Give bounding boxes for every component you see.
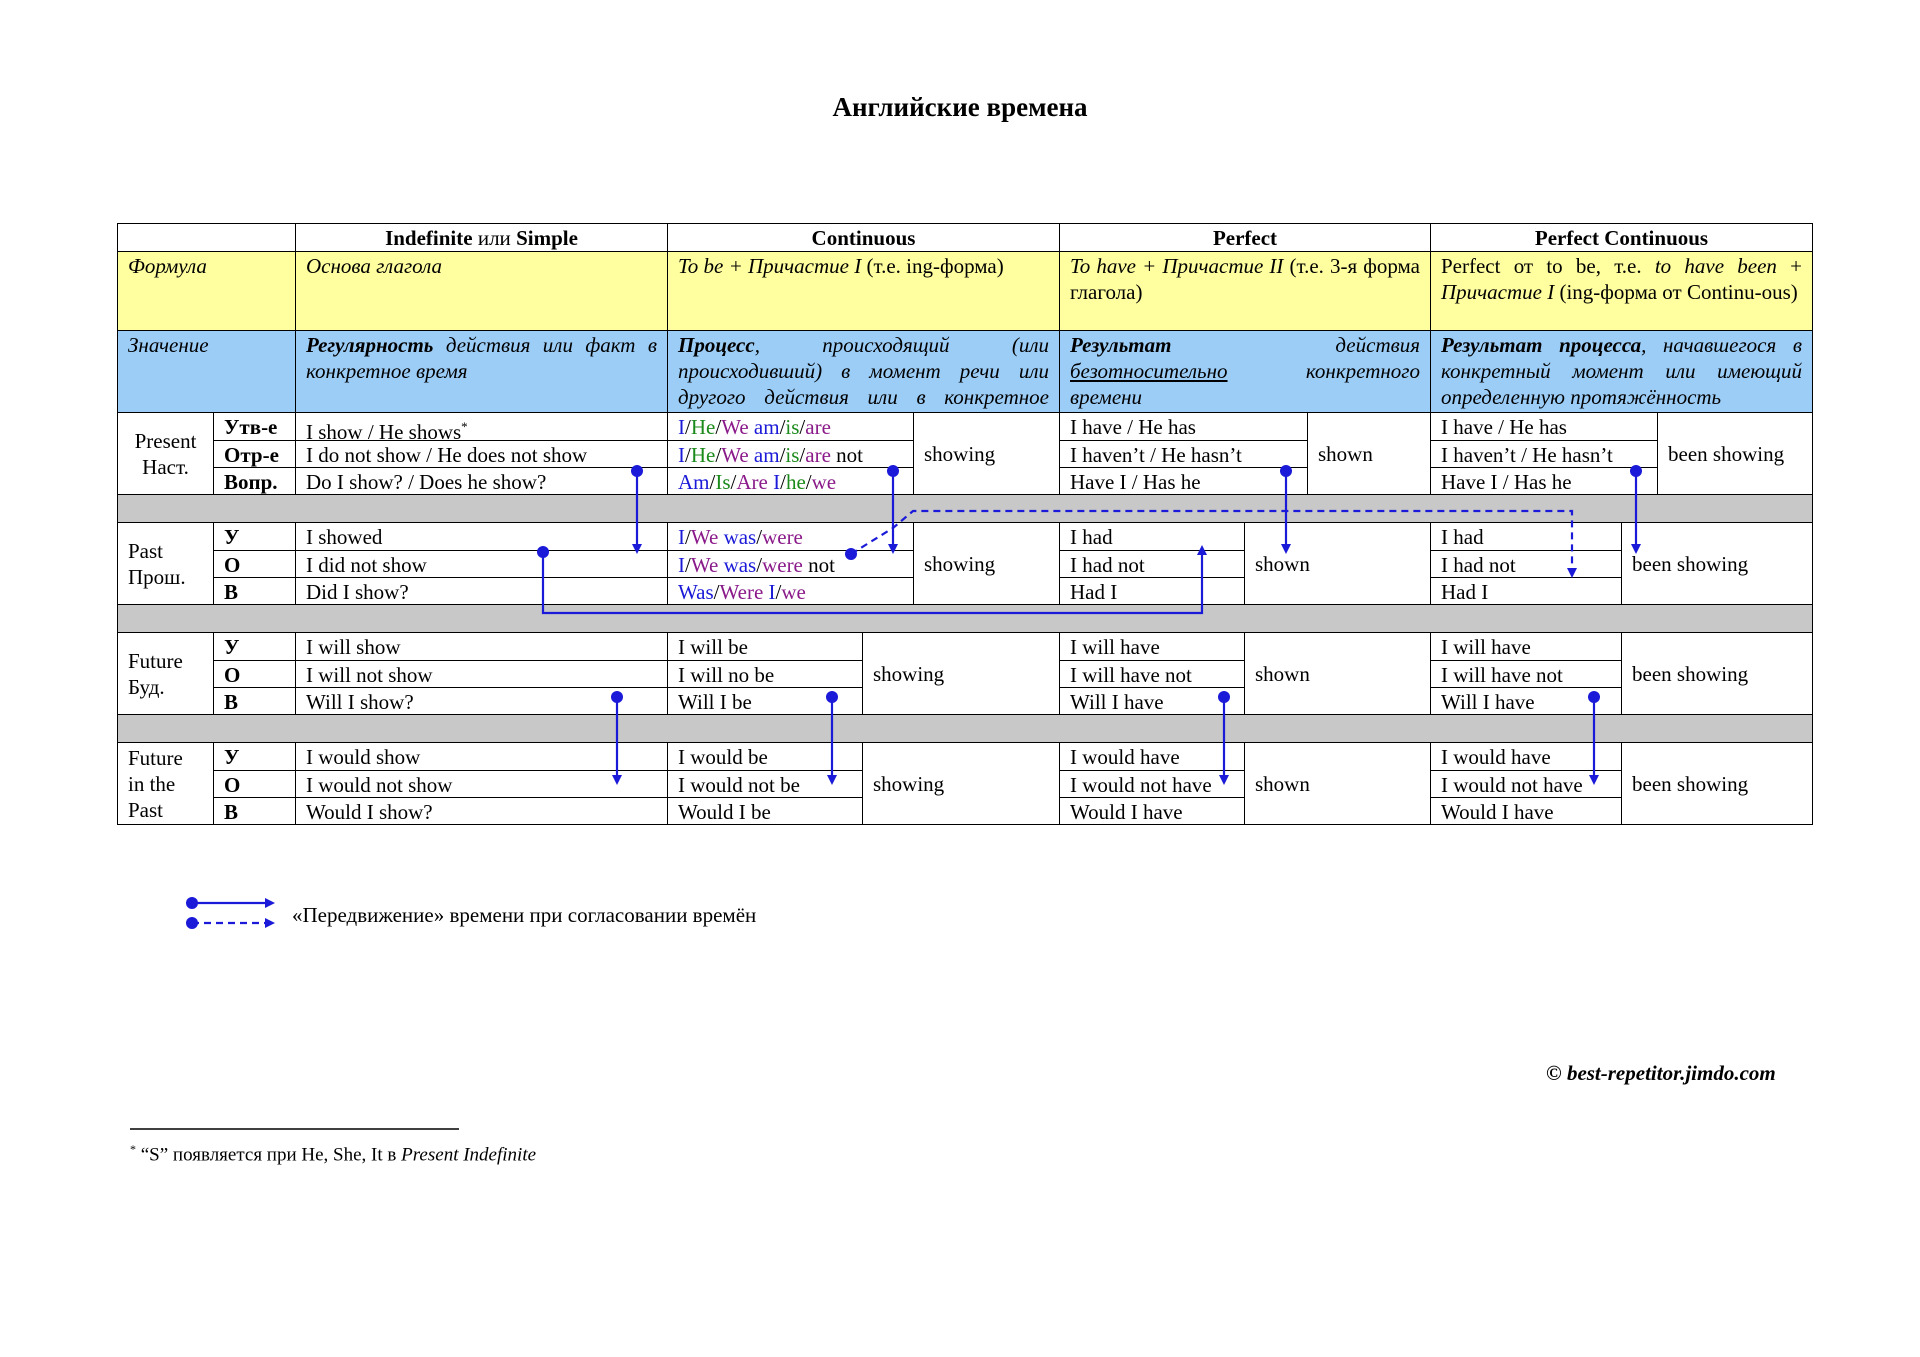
footnote-star: *: [130, 1142, 136, 1156]
future-past-perf-neg: I would not have: [1059, 770, 1245, 798]
header-indefinite-a: Indefinite: [385, 226, 473, 250]
header-perfect-continuous: Perfect Continuous: [1430, 223, 1813, 252]
footnote-text-b: Present Indefinite: [401, 1144, 537, 1166]
past-pc-side: been showing: [1621, 522, 1813, 605]
present-form-neg: Отр-е: [213, 440, 296, 468]
present-label-en: Present: [134, 428, 197, 453]
past-perf-aff: I had: [1059, 522, 1245, 551]
cont-sep: /: [756, 525, 763, 549]
future-ind-q: Will I show?: [295, 687, 668, 715]
cont-sep: /: [730, 470, 737, 494]
meaning-pc-b: , начавшегося в конкретный момент или имеющий определенную протяжённость: [1441, 333, 1802, 409]
formula-perfect-a: To have + Причастие II: [1070, 254, 1284, 278]
future-cont-aff: I will be: [667, 632, 863, 661]
past-perf-side: shown: [1244, 522, 1431, 605]
future-past-ind-aff: I would show: [295, 742, 668, 771]
cont-word: I: [678, 525, 685, 549]
present-ind-neg: I do not show / He does not show: [295, 440, 668, 468]
present-pc-side: been showing: [1657, 412, 1813, 495]
present-pc-aff: I have / He has: [1430, 412, 1658, 441]
cont-word: I: [678, 415, 685, 439]
cont-word: We: [690, 553, 719, 577]
meaning-perf-c: безотносительно: [1070, 359, 1228, 383]
future-form-aff: У: [213, 632, 296, 661]
future-form-q: В: [213, 687, 296, 715]
past-perf-q: Had I: [1059, 577, 1245, 605]
present-cont-side: showing: [913, 412, 1060, 495]
cont-sep: /: [715, 415, 722, 439]
cont-word: He: [690, 443, 716, 467]
header-continuous: Continuous: [667, 223, 1060, 252]
cont-word: were: [762, 553, 803, 577]
present-ind-aff-text: I show / He shows: [306, 420, 462, 441]
meaning-ind-a: Регулярность: [306, 333, 434, 357]
past-ind-q: Did I show?: [295, 577, 668, 605]
cont-word: I: [773, 470, 781, 494]
cont-sep: /: [709, 470, 716, 494]
future-perf-q: Will I have: [1059, 687, 1245, 715]
cont-word: is: [785, 415, 800, 439]
past-cont-side: showing: [913, 522, 1060, 605]
future-pc-side: been showing: [1621, 632, 1813, 715]
cont-word: were: [762, 525, 803, 549]
footnote: [130, 1142, 536, 1166]
formula-pc-d: Причастие I: [1441, 280, 1555, 304]
future-past-cont-side: showing: [862, 742, 1060, 825]
future-pc-q: Will I have: [1430, 687, 1622, 715]
cont-sep: /: [685, 525, 691, 549]
present-pc-neg: I haven’t / He hasn’t: [1430, 440, 1658, 468]
cont-word: we: [811, 470, 837, 494]
future-past-label-3: Past: [128, 797, 164, 822]
past-pc-aff: I had: [1430, 522, 1622, 551]
future-past-perf-aff: I would have: [1059, 742, 1245, 771]
legend-arrow-icons: [192, 903, 270, 923]
meaning-perf-d: конкретного времени: [1070, 359, 1420, 409]
future-pc-aff: I will have: [1430, 632, 1622, 661]
past-label-en: Past: [128, 538, 164, 563]
future-perf-neg: I will have not: [1059, 660, 1245, 688]
cont-word: am: [753, 443, 780, 467]
cont-sep: /: [779, 443, 786, 467]
future-label-ru: Буд.: [128, 674, 165, 699]
cont-word: Are: [736, 470, 768, 494]
cont-word: Was: [678, 580, 714, 604]
future-past-pc-aff: I would have: [1430, 742, 1622, 771]
cont-sep: /: [779, 415, 786, 439]
cont-word: Were: [719, 580, 764, 604]
future-past-form-aff: У: [213, 742, 296, 771]
future-past-ind-q: Would I show?: [295, 797, 668, 825]
page-title: Английские времена: [832, 92, 1088, 122]
cont-word: I: [678, 443, 685, 467]
meaning-cont-b: , происходящий (или происходивший) в момент речи или другого действия или в конкретное: [678, 333, 1049, 409]
cont-word: am: [753, 415, 780, 439]
header-perfect: Perfect: [1059, 223, 1431, 252]
formula-perfect-b: (т.е. 3-я форма глагола): [1070, 254, 1420, 304]
past-pc-neg: I had not: [1430, 550, 1622, 578]
past-label-ru: Прош.: [128, 564, 186, 589]
future-pc-neg: I will have not: [1430, 660, 1622, 688]
cont-sep: /: [713, 580, 720, 604]
present-pc-q: Have I / Has he: [1430, 467, 1658, 495]
cont-word: not: [802, 553, 835, 577]
cont-sep: /: [775, 580, 782, 604]
cont-word: Is: [715, 470, 731, 494]
future-label-en: Future: [128, 648, 183, 673]
cont-sep: /: [805, 470, 812, 494]
past-form-q: В: [213, 577, 296, 605]
future-past-pc-q: Would I have: [1430, 797, 1622, 825]
formula-pc-a: Perfect от to be, т.е.: [1441, 254, 1655, 278]
cont-sep: /: [756, 553, 763, 577]
meaning-label: Значение: [117, 330, 296, 413]
cont-word: He: [690, 415, 716, 439]
past-form-neg: О: [213, 550, 296, 578]
cont-word: was: [723, 525, 757, 549]
present-perf-side: shown: [1307, 412, 1431, 495]
future-ind-aff: I will show: [295, 632, 668, 661]
cont-word: I: [678, 553, 685, 577]
present-form-aff: Утв-е: [213, 412, 296, 441]
cont-word: he: [785, 470, 806, 494]
past-ind-neg: I did not show: [295, 550, 668, 578]
present-form-q: Вопр.: [213, 467, 296, 495]
past-pc-q: Had I: [1430, 577, 1622, 605]
cont-sep: /: [685, 415, 691, 439]
copyright: © best-repetitor.jimdo.com: [1546, 1061, 1776, 1085]
future-past-pc-side: been showing: [1621, 742, 1813, 825]
cont-sep: /: [685, 553, 691, 577]
past-ind-aff: I showed: [295, 522, 668, 551]
arrow-past-cont-to-past-pc: [851, 511, 1572, 573]
future-cont-q: Will I be: [667, 687, 863, 715]
cont-word: We: [721, 443, 749, 467]
past-perf-neg: I had not: [1059, 550, 1245, 578]
meaning-perf-a: Результат: [1070, 333, 1172, 357]
formula-continuous-a: To be + Причастие I: [678, 254, 862, 278]
future-past-ind-neg: I would not show: [295, 770, 668, 798]
future-past-label-1: Future: [128, 745, 183, 770]
cont-word: I: [768, 580, 776, 604]
meaning-ind-b: действия или факт в конкретное время: [306, 333, 657, 383]
meaning-pc-a: Результат процесса: [1441, 333, 1642, 357]
future-past-cont-q: Would I be: [667, 797, 863, 825]
present-perf-aff: I have / He has: [1059, 412, 1308, 441]
cont-sep: /: [799, 443, 806, 467]
future-cont-neg: I will no be: [667, 660, 863, 688]
meaning-cont-a: Процесс: [678, 333, 755, 357]
future-past-form-q: В: [213, 797, 296, 825]
cont-word: not: [830, 443, 863, 467]
future-cont-side: showing: [862, 632, 1060, 715]
present-perf-q: Have I / Has he: [1059, 467, 1308, 495]
cont-word: is: [785, 443, 800, 467]
cont-word: We: [721, 415, 749, 439]
cont-word: was: [723, 553, 757, 577]
cont-sep: /: [685, 443, 691, 467]
future-past-cont-aff: I would be: [667, 742, 863, 771]
header-indefinite-or: или: [472, 226, 517, 250]
cont-word: we: [781, 580, 806, 604]
cont-word: Am: [678, 470, 710, 494]
future-past-perf-q: Would I have: [1059, 797, 1245, 825]
future-form-neg: О: [213, 660, 296, 688]
future-past-cont-neg: I would not be: [667, 770, 863, 798]
arrow-past-simple-to-past-perfect: [543, 550, 1202, 613]
present-label-ru: Наст.: [142, 454, 189, 479]
formula-label: Формула: [117, 251, 296, 331]
future-past-form-neg: О: [213, 770, 296, 798]
future-past-label-2: in the: [128, 771, 176, 796]
cont-word: are: [805, 415, 831, 439]
meaning-perf-b: действия: [1171, 333, 1420, 357]
present-perf-neg: I haven’t / He hasn’t: [1059, 440, 1308, 468]
cont-sep: /: [780, 470, 786, 494]
formula-pc-e: (ing-форма от Continu-ous): [1554, 280, 1798, 304]
footnote-mark: *: [461, 419, 468, 434]
cont-word: We: [690, 525, 719, 549]
future-perf-aff: I will have: [1059, 632, 1245, 661]
past-form-aff: У: [213, 522, 296, 551]
legend-text: «Передвижение» времени при согласовании времён: [292, 903, 757, 927]
formula-continuous-b: (т.е. ing-форма): [861, 254, 1004, 278]
formula-pc-c: +: [1776, 254, 1803, 278]
header-indefinite-b: Simple: [516, 226, 578, 250]
future-perf-side: shown: [1244, 632, 1431, 715]
future-ind-neg: I will not show: [295, 660, 668, 688]
footnote-text-a: “S” появляется при He, She, It в: [136, 1144, 402, 1166]
cont-sep: /: [715, 443, 722, 467]
future-past-pc-neg: I would not have: [1430, 770, 1622, 798]
formula-indefinite: Основа глагола: [295, 251, 668, 331]
cont-sep: /: [799, 415, 806, 439]
future-past-perf-side: shown: [1244, 742, 1431, 825]
formula-pc-b: to have been: [1654, 254, 1777, 278]
cont-word: are: [805, 443, 831, 467]
present-ind-q: Do I show? / Does he show?: [295, 467, 668, 495]
